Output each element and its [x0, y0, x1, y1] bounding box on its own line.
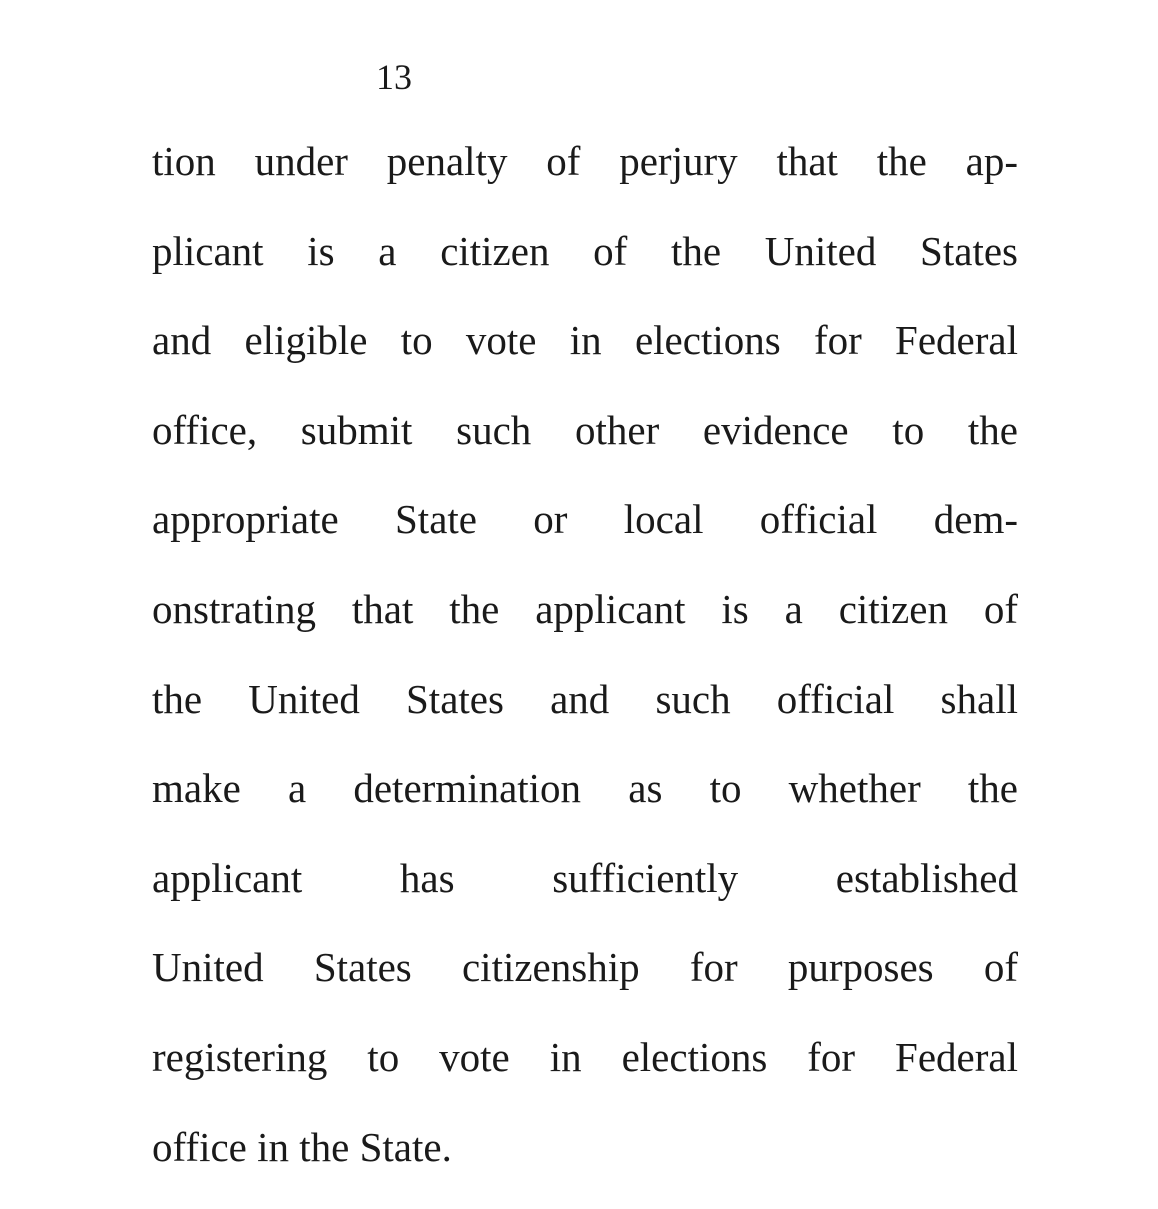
page-number: 13: [376, 57, 412, 97]
text-line: and eligible to vote in elections for Federal: [152, 317, 1018, 364]
text-line: applicant has sufficiently established: [152, 854, 1018, 901]
text-line: United States citizenship for purposes of: [152, 944, 1018, 991]
text-line: onstrating that the applicant is a citizen of: [152, 585, 1018, 632]
text-line: make a determination as to whether the: [152, 765, 1018, 812]
text-line: appropriate State or local official dem-: [152, 496, 1018, 543]
body-text: [152, 134, 1018, 1209]
text-line: registering to vote in elections for Federal: [152, 1033, 1018, 1080]
text-line: office, submit such other evidence to the: [152, 406, 1018, 453]
text-line: tion under penalty of perjury that the ap-: [152, 138, 1018, 184]
text-line: plicant is a citizen of the United States: [152, 227, 1018, 274]
text-line: the United States and such official shall: [152, 675, 1018, 722]
text-line: office in the State.: [152, 1123, 452, 1170]
